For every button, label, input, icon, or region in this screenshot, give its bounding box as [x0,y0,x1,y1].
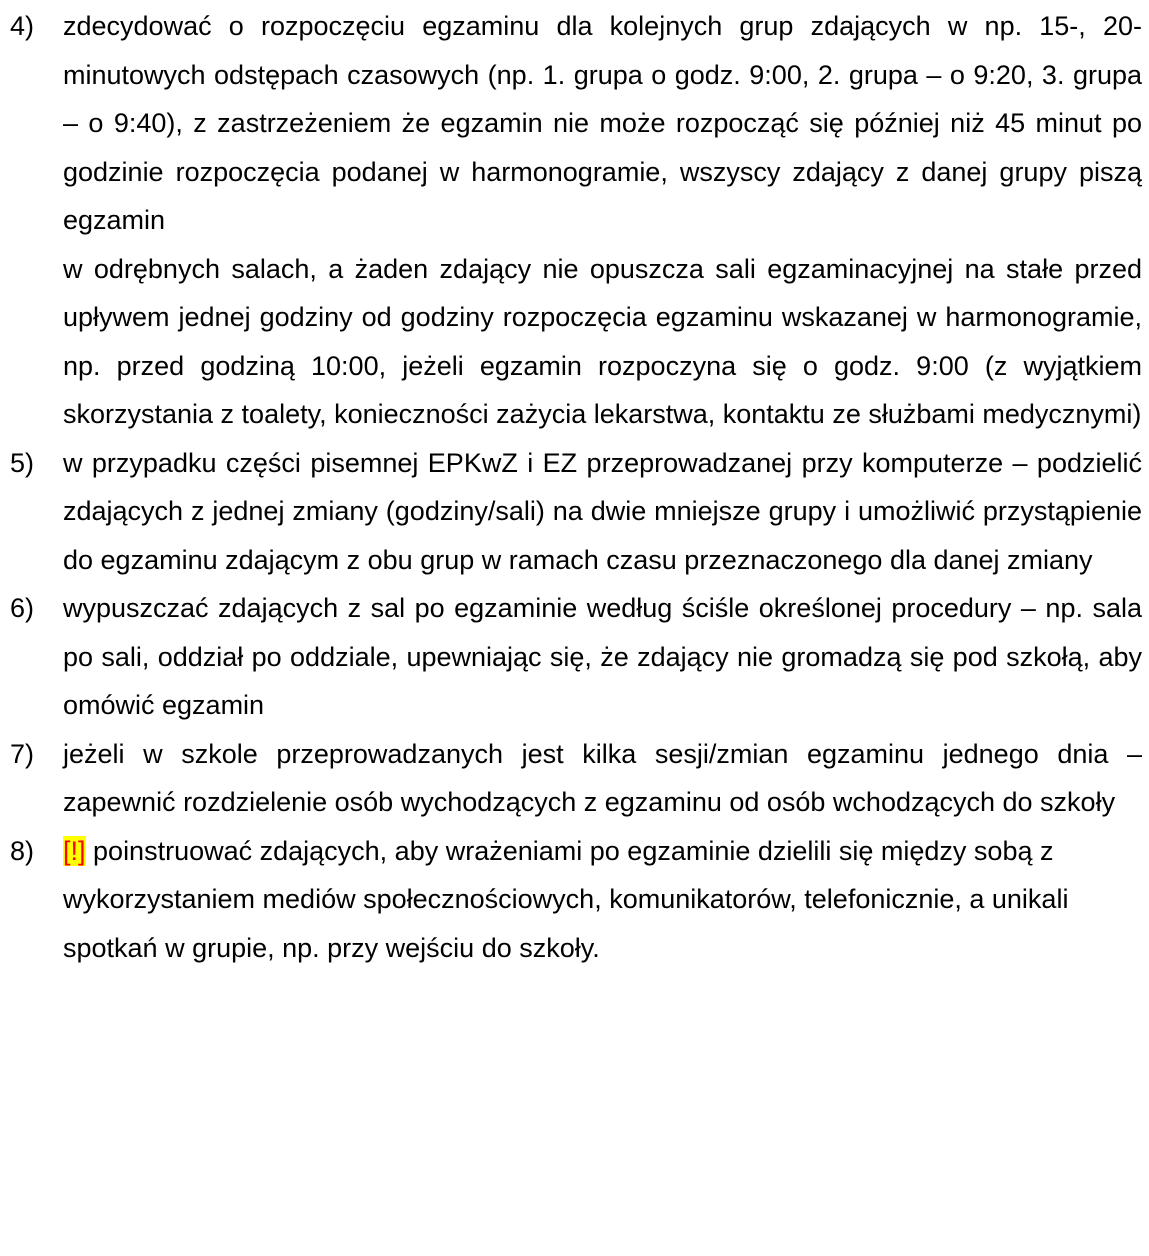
list-item-8 [0,827,1149,973]
list-number: 8) [10,835,35,866]
item-text: w przypadku części pisemnej EPKwZ i EZ przeprowadzanej przy komputerze – podzielić zdających z jednej zmiany (godziny/sali) na dwie mniejsze grupy i umożliwić przystąpienie do egzaminu zdającym z obu grup w ramach czasu przeznaczonego dla danej zmiany [63,447,1142,575]
list-number: 4) [10,11,35,41]
list-item-4 [0,2,1149,439]
item-text: wypuszczać zdających z sal po egzaminie według ściśle określonej procedury – np. sala po sali, oddział po oddziale, upewniając się, że zdający nie gromadzą się pod szkołą, aby omówić egzamin [63,593,1142,720]
list-item-7 [0,730,1149,827]
list-number: 7) [10,738,35,769]
warning-marker: [!] [63,835,86,866]
list-item-6 [0,584,1149,730]
item-text: poinstruować zdających, aby wrażeniami po egzaminie dzielili się między sobą z wykorzystaniem mediów społecznościowych, komunikatorów, telefonicznie, a unikali spotkań w grupie, np. przy wejściu do szkoły. [63,835,1069,963]
list-number: 5) [10,447,35,478]
list-item-5 [0,439,1149,585]
item-text: jeżeli w szkole przeprowadzanych jest kilka sesji/zmian egzaminu jednego dnia – zapewnić rozdzielenie osób wychodzących z egzaminu od osób wchodzących do szkoły [63,738,1142,817]
item-paragraph: w odrębnych salach, a żaden zdający nie opuszcza sali egzaminacyjnej na stałe przed upływem jednej godziny od godziny rozpoczęcia egzaminu wskazanej w harmonogramie, np. przed godziną 10:00, jeżeli egzamin rozpoczyna się o godz. 9:00 (z wyjątkiem skorzystania z toalety, konieczności zażycia lekarstwa, kontaktu ze służbami medycznymi) [63,253,1142,429]
item-paragraph: zdecydować o rozpoczęciu egzaminu dla kolejnych grup zdających w np. 15-, 20-minutowych odstępach czasowych (np. 1. grupa o godz. 9:00, 2. grupa – o 9:20, 3. grupa – o 9:40), z zastrzeżeniem że egzamin nie może rozpocząć się później niż 45 minut po godzinie rozpoczęcia podanej w harmonogramie, wszyscy zdający z danej grupy piszą egzamin [63,11,1142,235]
list-number: 6) [10,593,35,623]
